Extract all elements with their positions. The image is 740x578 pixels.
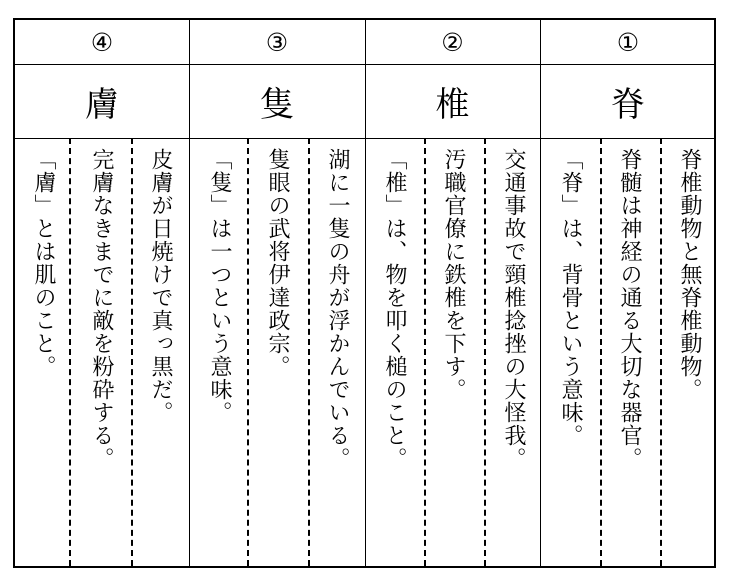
example-sentence: 汚職官僚に鉄椎を下す。 [441,148,466,401]
column-kanji: 膚 [85,84,119,125]
dashed-guide [247,138,249,566]
header-divider [15,138,714,139]
column-number: ① [616,27,640,57]
kanji-practice-table [13,18,716,568]
example-sentence: 隻眼の武将伊達政宗。 [265,148,290,378]
column-kanji: 隻 [260,84,294,125]
example-sentence: 完膚なきまでに敵を粉砕する。 [89,148,114,470]
dashed-guide [69,138,71,566]
example-sentence: 「隻」は一つという意味。 [207,148,232,424]
column-kanji: 脊 [611,84,645,125]
example-sentence: 「脊」は、背骨という意味。 [558,148,583,447]
example-sentence: 「膚」とは肌のこと。 [31,148,56,378]
dashed-guide [308,138,310,566]
dashed-guide [484,138,486,566]
dashed-guide [600,138,602,566]
column-kanji: 椎 [435,84,470,125]
example-sentence: 皮膚が日焼けで真っ黒だ。 [148,148,173,424]
column-number: ④ [90,27,114,57]
dashed-guide [131,138,133,566]
column-number: ③ [265,27,289,57]
dashed-guide [660,138,662,566]
dashed-guide [424,138,426,566]
example-sentence: 湖に一隻の舟が浮かんでいる。 [325,148,350,470]
example-sentence: 「椎」は、物を叩く槌のこと。 [382,148,407,470]
example-sentence: 脊椎動物と無脊椎動物。 [677,148,702,401]
column-number: ② [441,27,464,57]
example-sentence: 交通事故で頸椎捻挫の大怪我。 [501,148,526,470]
example-sentence: 脊髄は神経の通る大切な器官。 [617,148,642,470]
